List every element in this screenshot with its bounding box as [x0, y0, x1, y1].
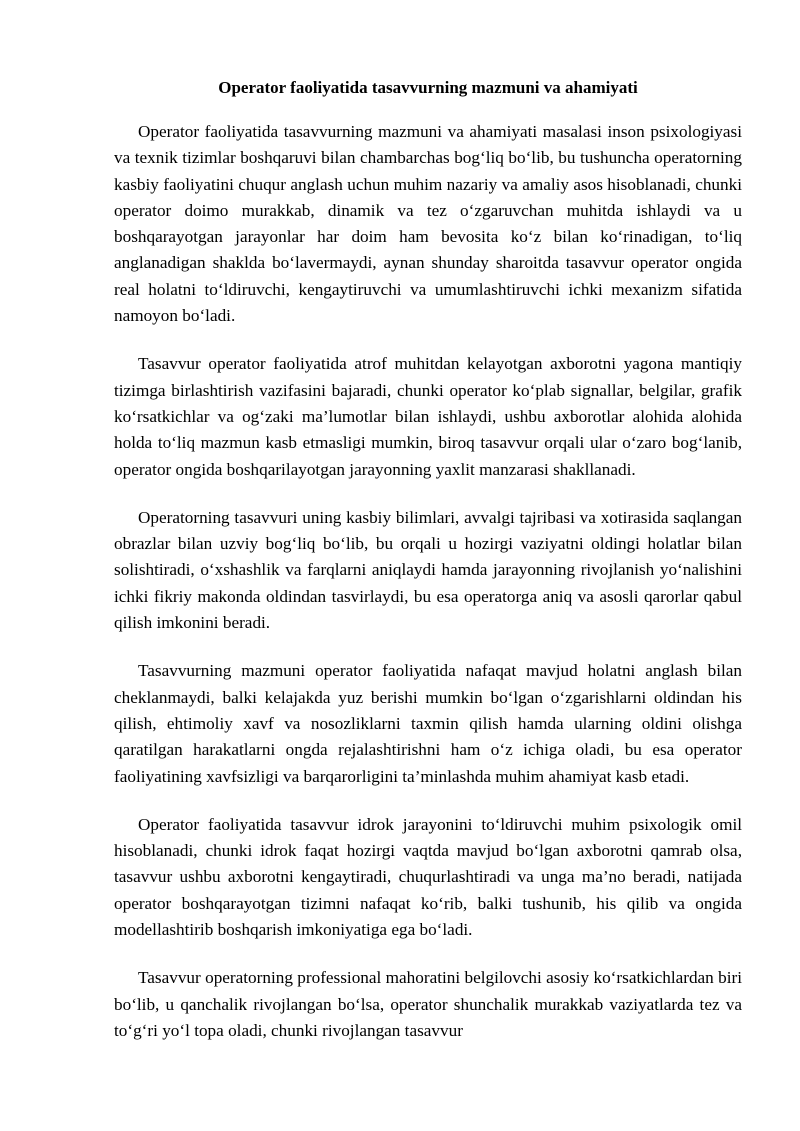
paragraph-5: Operator faoliyatida tasavvur idrok jarayonini to‘ldiruvchi muhim psixologik omil hisoblanadi, chunki idrok faqat hozirgi vaqtda mavjud bo‘lgan axborotni qamrab olsa, tasavvur ushbu axborotni kengaytiradi, chuqurlashtiradi va unga ma’no beradi, natijada operator boshqarayotgan tizimni nafaqat ko‘rib, balki tushunib, his qilib va ongida modellashtirib boshqarish imkoniyatiga ega bo‘ladi.	[114, 814, 742, 940]
paragraph-1: Operator faoliyatida tasavvurning mazmuni va ahamiyati masalasi inson psixologiyasi va texnik tizimlar boshqaruvi bilan chambarchas bog‘liq bo‘lib, bu tushuncha operatorning kasbiy faoliyatini chuqur anglash uchun muhim nazariy va amaliy asos hisoblanadi, chunki operator doimo murakkab, dinamik va tez o‘zgaruvchan muhitda ishlaydi va u boshqarayotgan jarayonlar har doim ham bevosita ko‘z bilan ko‘rinadigan, to‘liq anglanadigan shaklda bo‘lavermaydi, aynan shunday sharoitda tasavvur operator ongida real holatni to‘ldiruvchi, kengaytiruvchi va umumlashtiruvchi ichki mexanizm sifatida namoyon bo‘ladi.	[114, 122, 742, 326]
paragraph-3: Operatorning tasavvuri uning kasbiy bilimlari, avvalgi tajribasi va xotirasida saqlangan obrazlar bilan uzviy bog‘liq bo‘lib, bu orqali u hozirgi vaziyatni oldingi holatlar bilan solishtiradi, o‘xshashlik va farqlarni aniqlaydi hamda jarayonning rivojlanish yo‘nalishini ichki fikriy makonda oldindan tasvirlaydi, bu esa operatorga aniq va asosli qarorlar qabul qilish imkonini beradi.	[114, 507, 742, 633]
paragraph-4: Tasavvurning mazmuni operator faoliyatida nafaqat mavjud holatni anglash bilan cheklanmaydi, balki kelajakda yuz berishi mumkin bo‘lgan o‘zgarishlarni oldindan his qilish, ehtimoliy xavf va nosozliklarni taxmin qilish hamda ularning oldini olishga qaratilgan harakatlarni ongda rejalashtirishni ham o‘z ichiga oladi, bu esa operator faoliyatining xavfsizligi va barqarorligini ta’minlashda muhim ahamiyat kasb etadi.	[114, 661, 742, 786]
document-body	[114, 119, 742, 1066]
paragraph-2: Tasavvur operator faoliyatida atrof muhitdan kelayotgan axborotni yagona mantiqiy tizimga birlashtirish vazifasini bajaradi, chunki operator ko‘plab signallar, belgilar, grafik ko‘rsatkichlar va og‘zaki ma’lumotlar bilan ishlaydi, ushbu axborotlar alohida alohida holda to‘liq mazmun kasb etmasligi mumkin, biroq tasavvur orqali ular o‘zaro bog‘lanib, operator ongida boshqarilayotgan jarayonning yaxlit manzarasi shakllanadi.	[114, 354, 742, 479]
paragraph-6: Tasavvur operatorning professional mahoratini belgilovchi asosiy ko‘rsatkichlardan biri bo‘lib, u qanchalik rivojlangan bo‘lsa, operator shunchalik murakkab vaziyatlarda tez va to‘g‘ri yo‘l topa oladi, chunki rivojlangan tasavvur	[114, 968, 742, 1040]
document-title: Operator faoliyatida tasavvurning mazmuni va ahamiyati	[218, 78, 638, 97]
